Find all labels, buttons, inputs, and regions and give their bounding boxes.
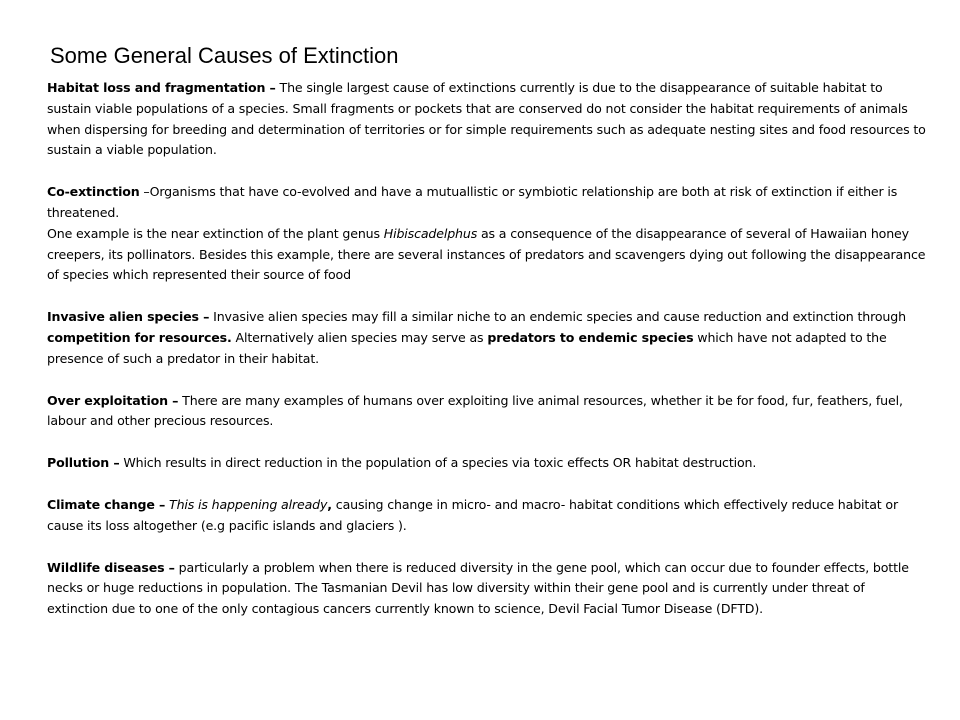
example-before: One example is the near extinction of the plant genus [47, 225, 384, 241]
paragraph-invasive-species [47, 307, 927, 369]
paragraph-over-exploitation [47, 391, 927, 433]
text-invasive-3: which have not adapted to the presence of such a predator in their habitat. [47, 329, 887, 366]
paragraph-co-extinction [47, 182, 927, 224]
text-pollution: Which results in direct reduction in the population of a species via toxic effects OR habitat destruction. [119, 455, 757, 471]
section-wildlife-diseases [47, 558, 927, 620]
paragraph-wildlife-diseases [47, 558, 927, 620]
slide-title: Some General Causes of Extinction [50, 43, 399, 68]
bold-predators: predators to endemic species [487, 329, 694, 345]
section-over-exploitation [47, 391, 927, 433]
text-over-exploitation: There are many examples of humans over exploiting live animal resources, whether it be for food, fur, feathers, fuel, labour and other precious resources. [47, 392, 903, 429]
text-wildlife-diseases: particularly a problem when there is reduced diversity in the gene pool, which can occur due to founder effects, bottle necks or huge reductions in population. The Tasmanian Devil has low diversity within their gene pool and is currently under threat of extinction due to one of the only contagious cancers currently known to science, Devil Facial Tumor Disease (DFTD). [47, 559, 909, 617]
paragraph-habitat-loss [47, 78, 927, 161]
comma-climate: , [327, 496, 332, 512]
heading-climate-change: Climate change – [47, 496, 166, 512]
section-pollution [47, 453, 927, 474]
example-after: as a consequence of the disappearance of several of Hawaiian honey creepers, its pollinators. Besides this example, there are several instances of predators and scavengers dying out following the disappearance of species which represented their source of food [47, 225, 926, 283]
heading-over-exploitation: Over exploitation – [47, 392, 179, 408]
text-invasive-2: Alternatively alien species may serve as [231, 329, 488, 345]
text-habitat-loss: The single largest cause of extinctions currently is due to the disappearance of suitable habitat to sustain viable populations of a species. Small fragments or pockets that are conserved do not consider the habitat requirements of animals when dispersing for breeding and determination of territories or for simple requirements such as adequate nesting sites and food resources to sustain a viable population. [47, 80, 926, 158]
paragraph-co-extinction-example [47, 224, 927, 286]
heading-pollution: Pollution – [47, 455, 120, 471]
text-climate-change: causing change in micro- and macro- habitat conditions which effectively reduce habitat or cause its loss altogether (e.g pacific islands and glaciers ). [47, 496, 898, 533]
section-invasive-species [47, 307, 927, 369]
italic-climate: This is happening already [165, 496, 328, 512]
section-climate-change [47, 495, 927, 537]
heading-habitat-loss: Habitat loss and fragmentation – [47, 80, 276, 95]
heading-invasive-species: Invasive alien species – [47, 309, 210, 325]
paragraph-climate-change [47, 495, 927, 537]
bold-competition: competition for resources. [47, 329, 232, 345]
heading-wildlife-diseases: Wildlife diseases – [47, 559, 175, 575]
example-genus: Hibiscadelphus [383, 225, 478, 241]
section-habitat-loss [47, 78, 927, 161]
text-invasive-1: Invasive alien species may fill a similar niche to an endemic species and cause reduction and extinction through [209, 309, 906, 325]
heading-co-extinction: Co-extinction [47, 184, 140, 200]
paragraph-pollution [47, 453, 927, 474]
slide-body [47, 78, 927, 641]
text-co-extinction: –Organisms that have co-evolved and have a mutuallistic or symbiotic relationship are both at risk of extinction if either is threatened. [47, 184, 898, 220]
section-co-extinction [47, 182, 927, 286]
